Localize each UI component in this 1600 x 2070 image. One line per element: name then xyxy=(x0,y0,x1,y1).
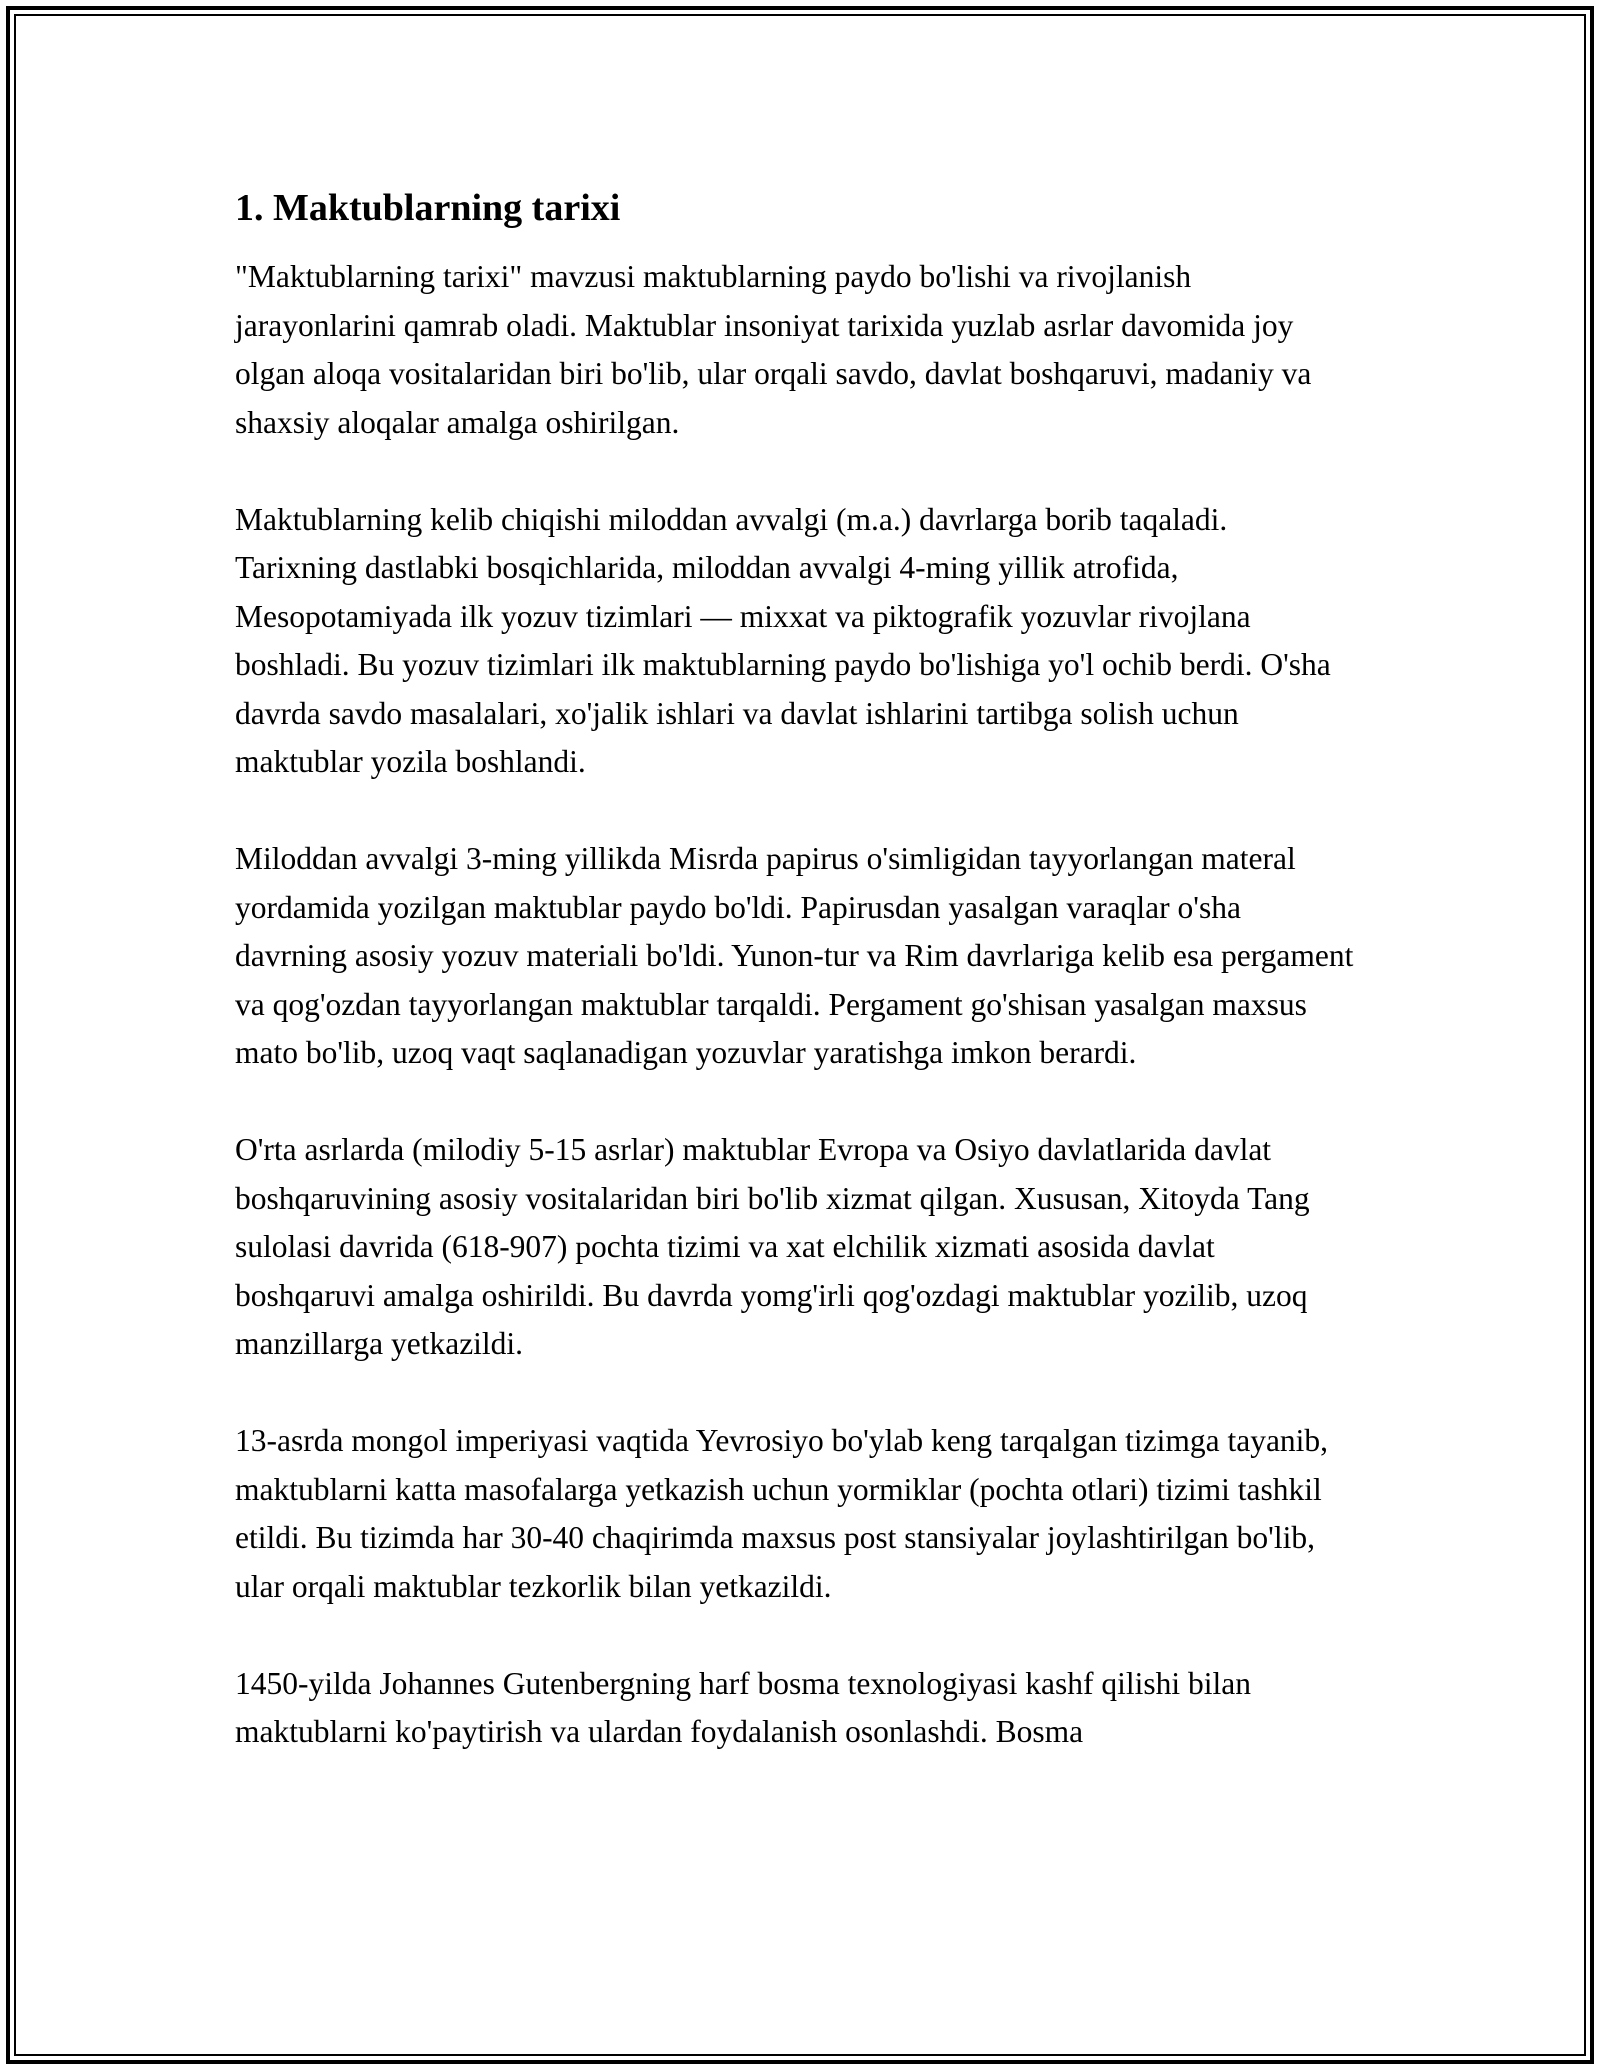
paragraph-intro: "Maktublarning tarixi" mavzusi maktublarning paydo bo'lishi va rivojlanish jarayonlarini qamrab oladi. Maktublar insoniyat tarixida yuzlab asrlar davomida joy olgan aloqa vositalaridan biri bo'lib, ular orqali savdo, davlat boshqaruvi, madaniy va shaxsiy aloqalar amalga oshirilgan. xyxy=(235,259,1312,440)
paragraph-middle-ages: O'rta asrlarda (milodiy 5-15 asrlar) maktublar Evropa va Osiyo davlatlarida davlat boshqaruvining asosiy vositalaridan biri bo'lib xizmat qilgan. Xususan, Xitoyda Tang sulolasi davrida (618-907) pochta tizimi va xat elchilik xizmati asosida davlat boshqaruvi amalga oshirildi. Bu davrda yomg'irli qog'ozdagi maktublar yozilib, uzoq manzillarga yetkazildi. xyxy=(235,1132,1310,1361)
paragraph-origins: Maktublarning kelib chiqishi miloddan avvalgi (m.a.) davrlarga borib taqaladi. Tarixning dastlabki bosqichlarida, miloddan avvalgi 4-ming yillik atrofida, Mesopotamiyada ilk yozuv tizimlari — mixxat va piktografik yozuvlar rivojlana boshladi. Bu yozuv tizimlari ilk maktublarning paydo bo'lishiga yo'l ochib berdi. O'sha davrda savdo masalalari, xo'jalik ishlari va davlat ishlarini tartibga solish uchun maktublar yozila boshlandi. xyxy=(235,501,1331,779)
paragraph-mongol-empire: 13-asrda mongol imperiyasi vaqtida Yevrosiyo bo'ylab keng tarqalgan tizimga tayanib, maktublarni katta masofalarga yetkazish uchun yormiklar (pochta otlari) tizimi tashkil etildi. Bu tizimda har 30-40 chaqirimda maxsus post stansiyalar joylashtirilgan bo'lib, ular orqali maktublar tezkorlik bilan yetkazildi. xyxy=(235,1423,1329,1604)
document-body xyxy=(235,185,1355,1805)
paragraph-egypt-papyrus: Miloddan avvalgi 3-ming yillikda Misrda papirus o'simligidan tayyorlangan materal yordamida yozilgan maktublar paydo bo'ldi. Papirusdan yasalgan varaqlar o'sha davrning asosiy yozuv materiali bo'ldi. Yunon-tur va Rim davrlariga kelib esa pergament va qog'ozdan tayyorlangan maktublar tarqaldi. Pergament go'shisan yasalgan maxsus mato bo'lib, uzoq vaqt saqlanadigan yozuvlar yaratishga imkon berardi. xyxy=(235,841,1354,1070)
paragraph-gutenberg: 1450-yilda Johannes Gutenbergning harf bosma texnologiyasi kashf qilishi bilan maktublarni ko'paytirish va ulardan foydalanish osonlashdi. Bosma xyxy=(235,1665,1251,1749)
section-heading: 1. Maktublarning tarixi xyxy=(235,187,621,229)
